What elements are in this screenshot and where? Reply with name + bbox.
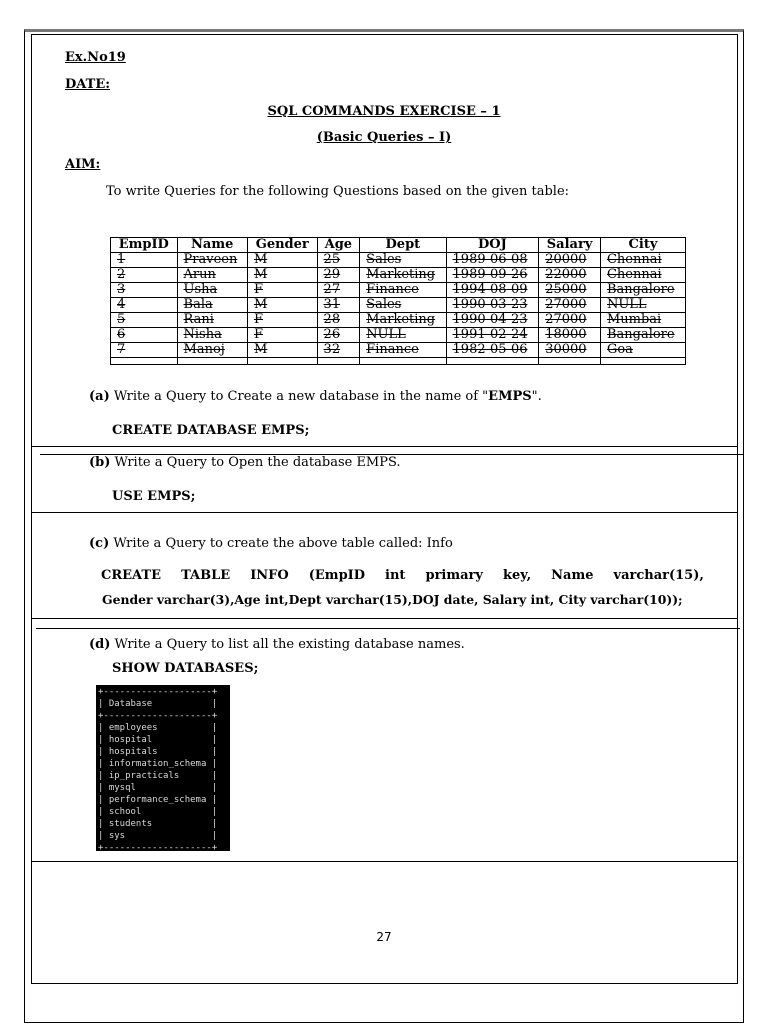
table-cell: 3 <box>111 283 178 298</box>
table-cell <box>317 358 360 365</box>
table-cell: NULL <box>600 298 685 313</box>
table-cell: Goa <box>600 343 685 358</box>
table-cell <box>539 358 601 365</box>
employee-info-table <box>110 237 686 365</box>
table-cell: 27 <box>317 283 360 298</box>
table-cell: Marketing <box>360 313 446 328</box>
column-header: Name <box>177 238 247 253</box>
question-a-text-end: ". <box>531 389 542 404</box>
answer-d: SHOW DATABASES; <box>112 661 259 676</box>
column-header: Gender <box>247 238 317 253</box>
terminal-line: | students | <box>98 819 218 829</box>
table-row <box>111 343 686 358</box>
column-header: City <box>600 238 685 253</box>
question-b-label: (b) <box>89 455 111 470</box>
answer-c-word: primary <box>425 568 483 583</box>
answer-c-word: int <box>385 568 406 583</box>
question-b-text: Write a Query to Open the database EMPS. <box>114 455 401 470</box>
table-cell: Sales <box>360 298 446 313</box>
table-cell: NULL <box>360 328 446 343</box>
page-title: SQL COMMANDS EXERCISE – 1 <box>267 104 501 119</box>
terminal-line: | mysql | <box>98 783 218 793</box>
table-cell <box>446 358 539 365</box>
divider <box>31 446 738 447</box>
table-cell: Chennai <box>600 268 685 283</box>
table-cell: 1989-06-08 <box>446 253 539 268</box>
terminal-border: +--------------------+ <box>98 687 218 697</box>
table-cell: 20000 <box>539 253 601 268</box>
answer-c-word: INFO <box>250 568 289 583</box>
table-cell: Bangalore <box>600 328 685 343</box>
table-cell: Bala <box>177 298 247 313</box>
table-cell <box>247 358 317 365</box>
terminal-line: | information_schema | <box>98 759 218 769</box>
divider <box>36 628 740 629</box>
table-cell: Manoj <box>177 343 247 358</box>
table-cell: 32 <box>317 343 360 358</box>
column-header: DOJ <box>446 238 539 253</box>
table-cell: F <box>247 283 317 298</box>
table-blank-row <box>111 358 686 365</box>
table-cell: 1982-05-06 <box>446 343 539 358</box>
table-cell: Finance <box>360 343 446 358</box>
table-header-row <box>111 238 686 253</box>
table-cell: 1989-09-26 <box>446 268 539 283</box>
terminal-border: +--------------------+ <box>98 711 218 721</box>
table-cell <box>360 358 446 365</box>
table-cell: M <box>247 343 317 358</box>
question-a-text: Write a Query to Create a new database in the name of " <box>113 389 489 404</box>
answer-c-word: TABLE <box>181 568 231 583</box>
table-row <box>111 298 686 313</box>
table-cell: M <box>247 268 317 283</box>
table-cell: Marketing <box>360 268 446 283</box>
table-cell <box>111 358 178 365</box>
table-cell: 1991-02-24 <box>446 328 539 343</box>
question-a-db-name: EMPS <box>488 389 532 404</box>
answer-c-line2: Gender varchar(3),Age int,Dept varchar(15),DOJ date, Salary int, City varchar(10)); <box>102 592 683 607</box>
question-d-label: (d) <box>89 637 111 652</box>
table-row <box>111 328 686 343</box>
question-b <box>89 455 401 470</box>
table-cell: 25 <box>317 253 360 268</box>
column-header: Dept <box>360 238 446 253</box>
aim-label: AIM: <box>65 157 101 172</box>
divider <box>31 618 738 619</box>
terminal-line: | school | <box>98 807 218 817</box>
table-cell: Chennai <box>600 253 685 268</box>
table-cell: M <box>247 253 317 268</box>
table-cell: Praveen <box>177 253 247 268</box>
question-c-text: Write a Query to create the above table called: Info <box>113 536 453 551</box>
table-row <box>111 283 686 298</box>
column-header: Salary <box>539 238 601 253</box>
answer-c-word: Name <box>551 568 594 583</box>
answer-c-line1 <box>101 568 704 583</box>
table-cell: 27000 <box>539 313 601 328</box>
table-cell: 28 <box>317 313 360 328</box>
table-cell <box>177 358 247 365</box>
table-cell: 2 <box>111 268 178 283</box>
table-cell: 1 <box>111 253 178 268</box>
table-row <box>111 268 686 283</box>
table-cell <box>600 358 685 365</box>
question-c-label: (c) <box>89 536 110 551</box>
table-cell: 1990-04-23 <box>446 313 539 328</box>
terminal-header: | Database | <box>98 699 218 709</box>
column-header: Age <box>317 238 360 253</box>
table-cell: 25000 <box>539 283 601 298</box>
terminal-line: | ip_practicals | <box>98 771 218 781</box>
column-header: EmpID <box>111 238 178 253</box>
table-cell: 1990-03-23 <box>446 298 539 313</box>
answer-a: CREATE DATABASE EMPS; <box>112 423 310 438</box>
answer-c-word: (EmpID <box>308 568 366 583</box>
table-cell: 30000 <box>539 343 601 358</box>
question-a <box>89 389 542 404</box>
table-cell: Nisha <box>177 328 247 343</box>
question-c <box>89 536 453 551</box>
table-cell: Rani <box>177 313 247 328</box>
terminal-line: | hospitals | <box>98 747 218 757</box>
answer-c-word: key, <box>502 568 532 583</box>
table-cell: 7 <box>111 343 178 358</box>
terminal-line: | sys | <box>98 831 218 841</box>
exercise-number: Ex.No19 <box>65 50 126 65</box>
table-cell: 6 <box>111 328 178 343</box>
table-cell: 26 <box>317 328 360 343</box>
divider <box>31 861 738 862</box>
table-cell: 29 <box>317 268 360 283</box>
terminal-line: | employees | <box>98 723 218 733</box>
table-cell: 1994-08-09 <box>446 283 539 298</box>
terminal-output <box>96 685 230 851</box>
terminal-line: | hospital | <box>98 735 218 745</box>
answer-c-word: varchar(15), <box>613 568 704 583</box>
table-cell: 18000 <box>539 328 601 343</box>
divider <box>31 512 738 513</box>
aim-text: To write Queries for the following Questions based on the given table: <box>106 184 570 199</box>
question-d-text: Write a Query to list all the existing database names. <box>114 637 465 652</box>
table-cell: 5 <box>111 313 178 328</box>
question-a-label: (a) <box>89 389 110 404</box>
answer-b: USE EMPS; <box>112 489 196 504</box>
page-subtitle: (Basic Queries – I) <box>316 130 452 145</box>
table-cell: Sales <box>360 253 446 268</box>
table-cell: 4 <box>111 298 178 313</box>
table-cell: 31 <box>317 298 360 313</box>
terminal-line: | performance_schema | <box>98 795 218 805</box>
question-d <box>89 637 465 652</box>
date-label: DATE: <box>65 77 111 92</box>
answer-c-word: CREATE <box>101 568 162 583</box>
table-cell: 22000 <box>539 268 601 283</box>
table-cell: Arun <box>177 268 247 283</box>
table-row <box>111 313 686 328</box>
table-cell: F <box>247 313 317 328</box>
table-cell: Mumbai <box>600 313 685 328</box>
table-cell: Finance <box>360 283 446 298</box>
page-number: 27 <box>376 930 392 944</box>
table-cell: F <box>247 328 317 343</box>
table-cell: M <box>247 298 317 313</box>
table-cell: Usha <box>177 283 247 298</box>
table-cell: 27000 <box>539 298 601 313</box>
terminal-border: +--------------------+ <box>98 843 218 853</box>
table-cell: Bangalore <box>600 283 685 298</box>
table-row <box>111 253 686 268</box>
